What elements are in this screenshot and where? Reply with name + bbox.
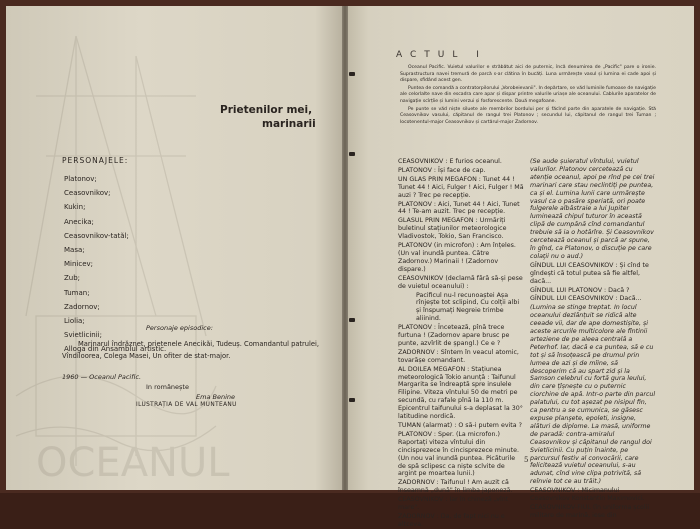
poem-verse: Pacificul nu-l recunoaștei Așa rînjește tot sclipind, Cu colții albi și înspumați Negreie trimbe aliinind. — [416, 291, 520, 323]
stage-direction: (Lumina se stinge treptat. In locul oceanului dezlănțuit se ridică alte ceeade vii, dar de ape domestișite, și aceste arcurile multicolore ale fîntinii arteziene de pe aleea centrală a Peterhof. Iar, dacă e ca puntea, să e cu tot și să însoțească pe drumul prin lumea de azi și de mîine, să descoperim că au spart zid și la Samson celebrul cu fortă gura leului, din care țîșnește cu o puternic ciorchine de apă. Intr-o parte din parcul palatului, cu tot așezat pe nisipul fin, ca pentru a se cumunica, se găsesc expuse planşete, epoleti, insigne, alături de diplome. La masă, uniforme de paradă: contra-amiralul Ceasovnikov și căpitanul de rangul doi Svietlicinii. Cu puțin înainte, pe parcursul festiv al convocării, care felicitează vuietul oceanului, s-au adunat, cînd vine clipa potrivită, să reînvie tot ce au trăit.) — [530, 304, 656, 486]
dialogue-line: ZADORNOV : Da, de fapt nici nu e altceva. — [398, 512, 505, 528]
binding-mark — [349, 318, 355, 322]
dedication-line-1: Prietenilor mei, — [220, 104, 313, 116]
dialogue-line: ZADORNOV : Sîntem în veacul atomic, tovarășe comandant. — [398, 348, 519, 364]
dialogue-line: PLATONOV : Sper. (La microfon.) Raportați viteza vîntului din cincisprezece în cincisprezece minute. (Un nou val inundă puntea. Picăturile de spă sclipesc ca niște sclvite de argint pe moartea lunii.) — [398, 430, 520, 478]
page-number: 5 — [524, 456, 529, 464]
stage-direction: (Se aude șuieratul vîntului, vuietul valurilor. Platonov cercetează cu atenție oceanul, apoi pe rînd pe cei trei marinari care stau neclintiți pe puntea, ca și el. Lumina lunii care urmărește vasul ca o pasăre speriată, ori poate fulgerele albăstraie a lui Jupiter luminează chipul tuturor în această clipă de cumpănă cînd comandantul trebuie să ia o hotărîre. Și Ceasovnikov cercetează oceanul și parcă ar spune, în gînd, ca Platonov, o discuție pe care colaţii nu o aud.) — [530, 158, 655, 260]
character-item: Zadornov; — [64, 302, 100, 311]
intro-paragraph: Pe punte se văd niște siluete ale membrilor bordului per și făcînd parte din aparatele de navigație. Stă Ceasovnikov vasului, căpitanul de rangul trei Platonov ; secundul lui, căpitanul de rangul trei Tuman ; locotenentul-major Ceasovnikov și cartărul-major Zadornov. — [400, 106, 656, 125]
translator-name: Ema Benine — [196, 393, 235, 401]
character-item: Kukin; — [64, 203, 86, 212]
binding-mark — [349, 72, 355, 76]
binding-mark — [349, 152, 355, 156]
illustrations-credit: ILUSTRAȚIA DE VAL MUNTEANU — [136, 402, 237, 408]
character-item: Ceasovnikov; — [64, 189, 111, 198]
stage-directions — [400, 65, 656, 127]
character-item: Masa; — [64, 245, 85, 254]
character-item: Ceasovnikov-tatăl; — [64, 231, 129, 240]
dialogue-line: CEASOVNIKOV : Micimanului Ceasovnikov Konstantin Maximovici. — [530, 487, 645, 503]
translation-note: In românește — [146, 383, 189, 391]
character-item: Platonov; — [64, 175, 97, 183]
dialogue-line: CEASOVNIKOV (declamă fără să-și pese de vuietul oceanului) : — [398, 274, 523, 290]
character-item: Minicev; — [64, 260, 94, 269]
characters-heading: PERSONAJELE: — [62, 156, 129, 165]
dialogue-line: GÎNDUL LUI PLATONOV : Dacă ? — [530, 286, 630, 294]
dedication-line-2: marinarii — [262, 118, 316, 130]
character-item: Anecika; — [64, 217, 94, 226]
dialogue-column-left — [398, 158, 524, 528]
dialogue-line: PLATONOV : Își face de cap. — [398, 166, 486, 174]
character-item: Svietlicinii; — [64, 331, 102, 340]
dialogue-line: PLATONOV : Aici, Tunet 44 ! Aici, Tunet 44 ! Te-am auzit. Trec pe recepție. — [398, 200, 520, 216]
dialogue-line: CEASOVNIKOV : E furios oceanul. — [398, 158, 502, 165]
act-title: ACTUL I — [396, 50, 487, 60]
dialogue-line: GÎNDUL LUI CEASOVNIKOV : Dacă... — [530, 295, 642, 303]
dialogue-line: ZADORNOV : Taifunul ! Am auzit că înseamnă „dună" în limba japoneză. — [398, 479, 513, 495]
dialogue-line: GÎNDUL LUI CEASOVNIKOV : Și cînd te gîndești că totul putea să fie altfel, dacă... — [530, 261, 649, 285]
dialogue-line: PLATONOV : Încetează, pînă trece furtuna ! (Zadornov apare brusc pe punte, azvîrlit de șpangl.) Ce e ? — [398, 324, 510, 347]
episodic-characters: Marinarul îndrăznet, prietenele Anecikăi, Tudeuș. Comandantul patrulei, Vîndiloorea, Colega Masei, Un ofiter de stat-major. — [62, 340, 319, 360]
svg-text:OCEANUL: OCEANUL — [36, 440, 230, 486]
character-item: Liolia; — [64, 316, 85, 325]
dialogue-column-right — [530, 158, 656, 519]
left-page — [6, 6, 342, 490]
character-item: Alloga din Ansamblul artistic. — [64, 345, 167, 354]
dialogue-line: GLASUL PRIN MEGAFON : Urmăriți buletinul stațiunilor meteorologice Vladivostok, Tokio, San Francisco. — [398, 217, 507, 241]
intro-paragraph: Oceanul Pacific. Vuietul valurilor e străbătut aici de puternic, încă denumirea de „Pacific" pare o ironie. Suprastructura navei tremură de parcă s-ar clătina în bucăți. Luna urmărește vasul și lumina ei cade apoi și dispare, sfidând acest gen. — [400, 65, 656, 84]
dialogue-line: AL DOILEA MEGAFON : Stațiunea meteorologică Tokio anunță : Taifunul Margarita se îndreaptă spre insulele Filipine. Viteza vîntului 50 de metri pe secundă, cu rafale pînă la 110 m. Epicentrul taifunului s-a deplasat la 30° latitudine nordică. — [398, 365, 523, 421]
binding-mark — [349, 398, 355, 402]
setting-year: 1960 — Oceanul Pacific. — [62, 373, 142, 381]
character-item: Zub; — [64, 274, 81, 283]
dialogue-line: UN GLAS PRIN MEGAFON : Tunet 44 ! Tunet 44 ! Aici, Fulger ! Aici, Fulger ! Mă auzi ? Trec pe recepție. — [398, 175, 524, 199]
character-item: Tuman; — [64, 288, 90, 297]
dialogue-line: CEASOVNIKOV-FIUL (în uniforma școlii militare de marină, iese din — [530, 503, 650, 519]
dialogue-line: PLATONOV (in microfon) : Am înțeles. (Un val inundă puntea. Către Zadornov.) Marinaii ! (Zadornov dispare.) — [398, 242, 516, 273]
episodic-heading: Personaje episodice: — [146, 324, 213, 332]
dialogue-line: TUMAN (alarmat) : O să-i putem evita ? — [398, 422, 522, 429]
dialogue-line: CEASOVNIKOV : Iar în chineză „vînt mare". — [398, 496, 509, 512]
intro-paragraph: Puntea de comandă a contratorpilorului „Vorobeievanii". In depărtare, se văd luminile fumoase de navigație ale celorlalte nave din escadra care apar și dispar printre valurile uriașe ale oceanului. Cablurile aparatelor de navigație scîrțîie și lumini verzui și fosforescente. Două megafoane. — [400, 85, 656, 104]
